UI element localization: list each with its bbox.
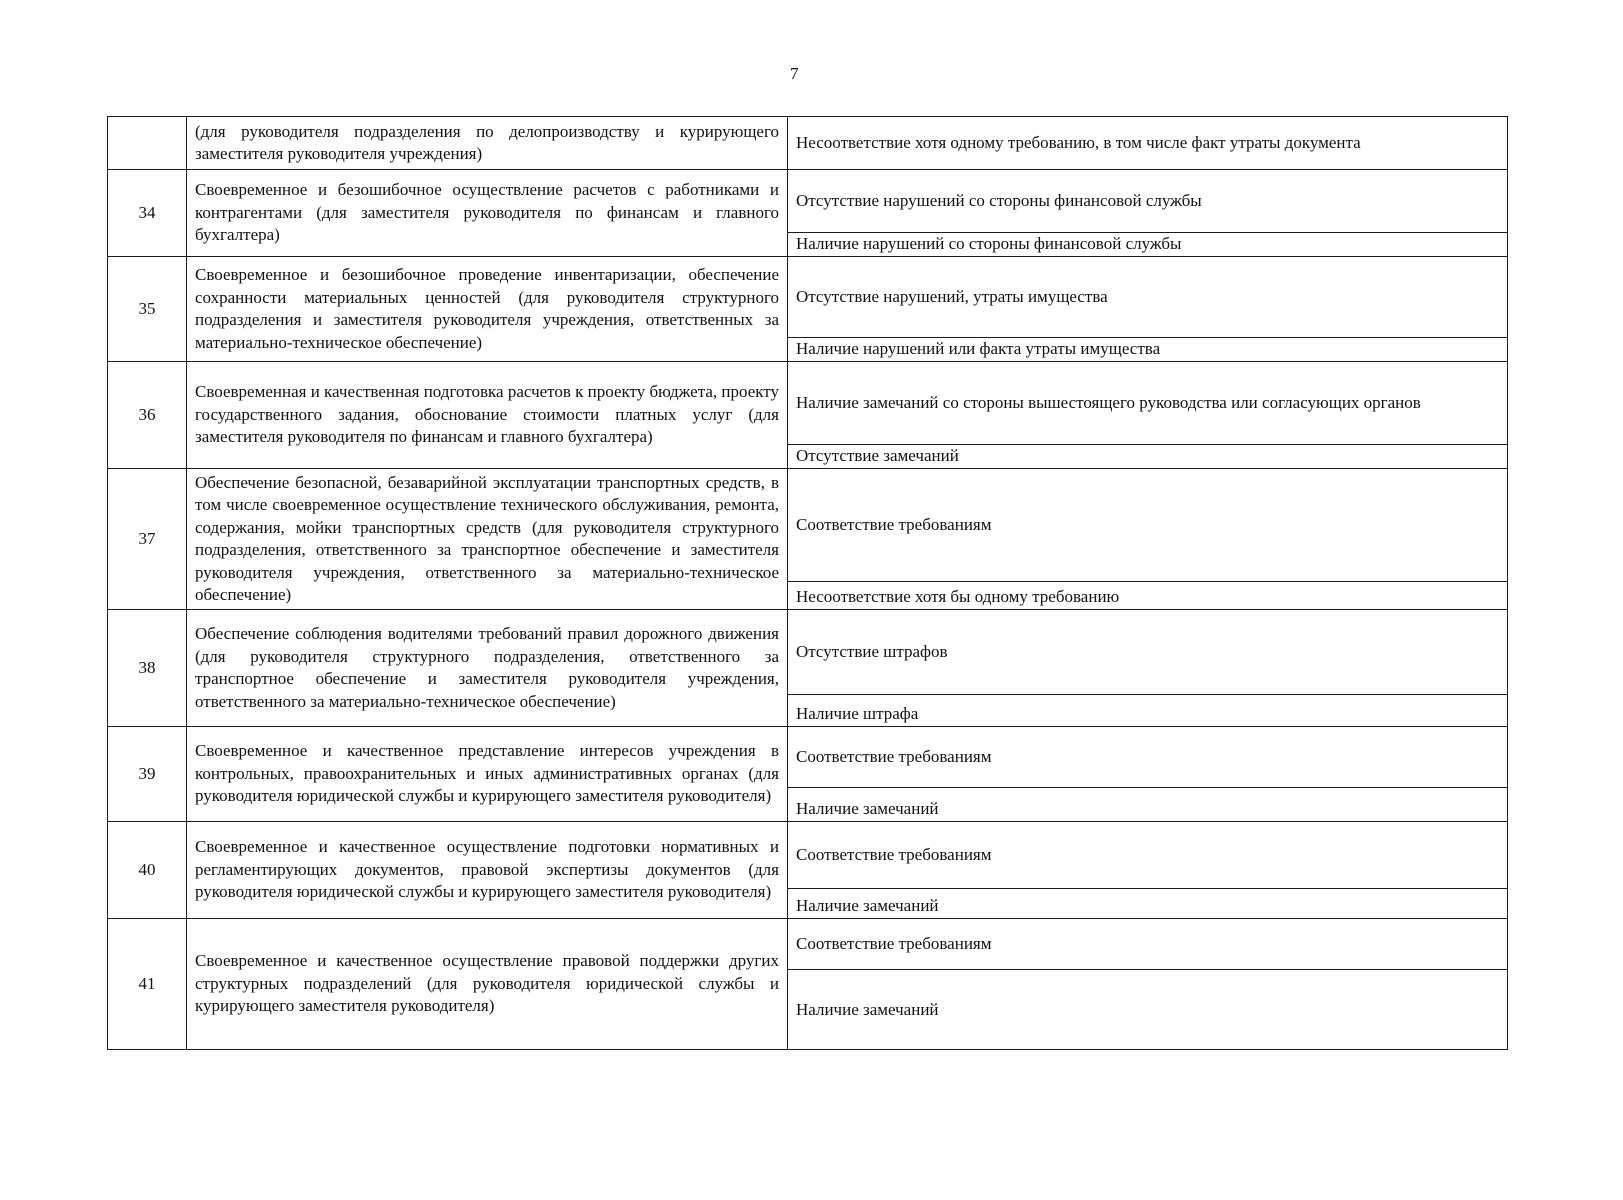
table-row — [108, 469, 1508, 610]
criterion-text: Своевременное и безошибочное осуществление расчетов с работниками и контрагентами (для заместителя руководителя по финансам и главного бухгалтера) — [187, 170, 788, 257]
table-row — [108, 919, 1508, 1050]
row-number: 34 — [108, 170, 187, 257]
criterion-text: Своевременное и качественное представление интересов учреждения в контрольных, правоохранительных и иных административных органах (для руководителя юридической службы и курирующего заместителя руководителя) — [187, 727, 788, 822]
table-row — [108, 117, 1508, 170]
result-text: Наличие нарушений или факта утраты имущества — [788, 337, 1507, 361]
result-text: Наличие штрафа — [788, 694, 1507, 726]
criterion-text: Своевременное и качественное осуществление подготовки нормативных и регламентирующих документов, правовой экспертизы документов (для руководителя юридической службы и курирующего заместителя руководителя) — [187, 822, 788, 919]
result-text: Наличие замечаний — [788, 787, 1507, 821]
table-row — [108, 257, 1508, 362]
criterion-text: Своевременная и качественная подготовка расчетов к проекту бюджета, проекту государственного задания, обоснование стоимости платных услуг (для заместителя руководителя по финансам и главного бухгалтера) — [187, 362, 788, 469]
result-text: Соответствие требованиям — [796, 934, 992, 953]
criterion-text: Своевременное и безошибочное проведение инвентаризации, обеспечение сохранности материальных ценностей (для руководителя структурного подразделения и заместителя руководителя учреждения, ответственных за материально-техническое обеспечение) — [187, 257, 788, 362]
result-text: Соответствие требованиям — [796, 515, 992, 534]
result-text: Наличие замечаний — [788, 888, 1507, 918]
result-text: Отсутствие нарушений со стороны финансовой службы — [796, 191, 1202, 210]
row-number: 39 — [108, 727, 187, 822]
criteria-table — [107, 116, 1508, 1050]
result-text: Отсутствие замечаний — [788, 444, 1507, 468]
result-text: Несоответствие хотя бы одному требованию — [788, 581, 1507, 609]
table-row — [108, 822, 1508, 919]
row-number: 37 — [108, 469, 187, 610]
criterion-text: (для руководителя подразделения по делопроизводству и курирующего заместителя руководителя учреждения) — [187, 117, 788, 170]
criterion-text: Обеспечение безопасной, безаварийной эксплуатации транспортных средств, в том числе своевременное осуществление технического обслуживания, ремонта, содержания, мойки транспортных средств (для руководителя структурного подразделения, ответственного за транспортное обеспечение и заместителя руководителя учреждения, ответственного за материально-техническое обеспечение) — [187, 469, 788, 610]
row-number: 38 — [108, 610, 187, 727]
result-text: Наличие нарушений со стороны финансовой службы — [788, 232, 1507, 256]
table-row — [108, 727, 1508, 822]
criterion-text: Обеспечение соблюдения водителями требований правил дорожного движения (для руководителя структурного подразделения, ответственного за транспортное обеспечение и заместителя руководителя учреждения, ответственного за материально-техническое обеспечение) — [187, 610, 788, 727]
row-number: 41 — [108, 919, 187, 1050]
row-number: 36 — [108, 362, 187, 469]
result-text: Отсутствие нарушений, утраты имущества — [796, 287, 1108, 306]
result-text: Наличие замечаний со стороны вышестоящего руководства или согласующих органов — [796, 393, 1421, 412]
table-row — [108, 610, 1508, 727]
table-row — [108, 170, 1508, 257]
row-number — [108, 117, 187, 170]
row-number: 35 — [108, 257, 187, 362]
result-text: Отсутствие штрафов — [796, 642, 948, 661]
row-number: 40 — [108, 822, 187, 919]
table-row — [108, 362, 1508, 469]
result-text: Соответствие требованиям — [796, 747, 992, 766]
result-text: Несоответствие хотя одному требованию, в том числе факт утраты документа — [796, 133, 1361, 152]
criterion-text: Своевременное и качественное осуществление правовой поддержки других структурных подразделений (для руководителя юридической службы и курирующего заместителя руководителя) — [187, 919, 788, 1050]
result-text: Наличие замечаний — [788, 969, 1507, 1049]
page-number: 7 — [790, 64, 799, 83]
result-text: Соответствие требованиям — [796, 845, 992, 864]
